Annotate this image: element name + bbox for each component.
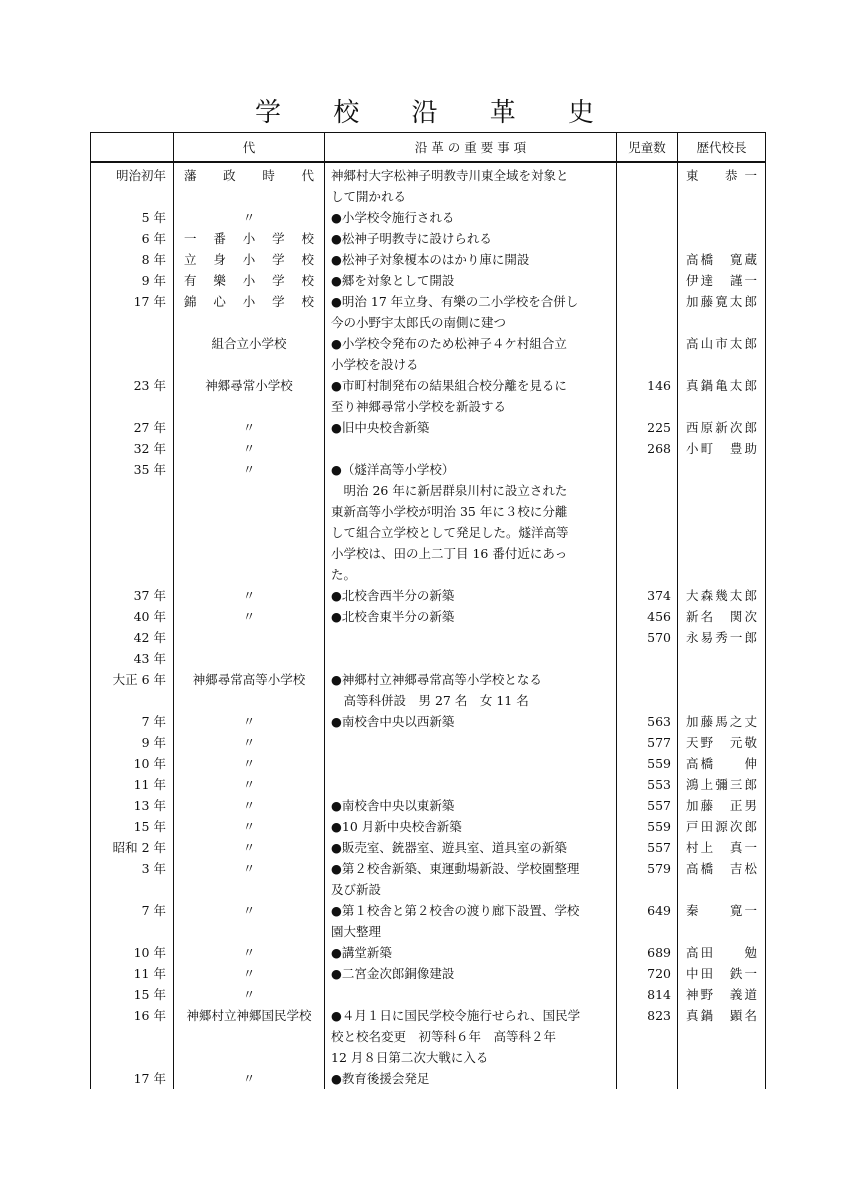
row-principal: 加藤寛太郎 [678,291,766,333]
row-principal: 加藤 正男 [678,795,766,816]
event-line: 高等科併設 男 27 名 女 11 名 [331,693,529,708]
row-school [174,627,325,648]
event-line: ●販売室、銃器室、遊具室、道具室の新築 [331,840,567,855]
row-era: 16 年 [91,1005,174,1068]
row-pupils [617,207,678,228]
table-row [91,669,766,711]
row-events [325,162,617,207]
row-era: 15 年 [91,984,174,1005]
table-row [91,858,766,900]
event-line: 至り神郷尋常小学校を新設する [331,399,507,414]
event-line: ●小学校令施行される [331,210,455,225]
row-era: 7 年 [91,900,174,942]
row-school: 〃 [174,585,325,606]
header-principals: 歴代校長 [678,133,766,163]
row-principal: 高橋 吉松 [678,858,766,900]
row-pupils: 268 [617,438,678,459]
row-events [325,417,617,438]
row-school: 一番小学校 [174,228,325,249]
row-era: 9 年 [91,732,174,753]
header-era [91,133,174,163]
row-events [325,459,617,585]
event-line: た。 [331,567,357,582]
row-era: 23 年 [91,375,174,417]
row-pupils: 579 [617,858,678,900]
table-row [91,291,766,333]
row-era: 大正 6 年 [91,669,174,711]
table-row [91,795,766,816]
event-line: ●第２校舎新築、東運動場新設、学校園整理 [331,861,580,876]
row-school: 有樂小学校 [174,270,325,291]
row-principal [678,228,766,249]
event-line: ●旧中央校舎新築 [331,420,430,435]
row-era: 32 年 [91,438,174,459]
table-row [91,816,766,837]
event-line: 神郷村大字松神子明教寺川東全域を対象と [331,168,569,183]
row-events [325,753,617,774]
row-pupils: 456 [617,606,678,627]
row-school: 〃 [174,837,325,858]
table-row [91,375,766,417]
row-era: 13 年 [91,795,174,816]
event-line: 小学校を設ける [331,357,419,372]
table-row [91,162,766,207]
row-events [325,669,617,711]
table-row [91,732,766,753]
table-row [91,1068,766,1089]
row-era: 17 年 [91,291,174,333]
row-principal: 東 恭一 [678,162,766,207]
row-principal: 真鍋亀太郎 [678,375,766,417]
row-school: 神郷尋常高等小学校 [174,669,325,711]
row-era: 昭和 2 年 [91,837,174,858]
row-events [325,585,617,606]
table-row [91,648,766,669]
event-line: ●北校舎西半分の新築 [331,588,455,603]
table-row [91,942,766,963]
row-events [325,858,617,900]
table-row [91,711,766,732]
row-pupils: 720 [617,963,678,984]
row-principal [678,669,766,711]
event-line: ●小学校令発布のため松神子４ケ村組合立 [331,336,567,351]
row-era: 15 年 [91,816,174,837]
row-era: 37 年 [91,585,174,606]
row-events [325,1068,617,1089]
row-school: 〃 [174,732,325,753]
header-dai: 代 [174,133,325,163]
table-row [91,438,766,459]
row-pupils: 557 [617,837,678,858]
table-row [91,1005,766,1068]
table-row [91,774,766,795]
event-line: 12 月８日第二次大戦に入る [331,1050,489,1065]
row-events [325,795,617,816]
event-line: ●講堂新築 [331,945,392,960]
row-pupils [617,648,678,669]
header-events: 沿 革 の 重 要 事 項 [325,133,617,163]
row-events [325,774,617,795]
row-events [325,438,617,459]
row-pupils: 557 [617,795,678,816]
row-era: 9 年 [91,270,174,291]
row-pupils [617,228,678,249]
row-school: 〃 [174,795,325,816]
row-events [325,606,617,627]
event-line: ●（燧洋高等小学校） [331,462,455,477]
event-line: 園大整理 [331,924,382,939]
row-era: 明治初年 [91,162,174,207]
row-school: 〃 [174,774,325,795]
row-principal: 神野 義道 [678,984,766,1005]
row-school: 〃 [174,711,325,732]
row-era: 11 年 [91,774,174,795]
event-line: ●松神子対象榎本のはかり庫に開設 [331,252,530,267]
event-line: ●教育後援会発足 [331,1071,430,1086]
row-school: 〃 [174,459,325,585]
row-events [325,249,617,270]
event-line: 小学校は、田の上二丁目 16 番付近にあっ [331,546,568,561]
row-era: 3 年 [91,858,174,900]
row-pupils [617,333,678,375]
event-line: ●北校舎東半分の新築 [331,609,455,624]
event-line: ●市町村制発布の結果組合校分離を見るに [331,378,567,393]
row-school: 〃 [174,984,325,1005]
row-principal [678,459,766,585]
row-principal: 大森幾太郎 [678,585,766,606]
row-pupils [617,669,678,711]
row-events [325,375,617,417]
row-school: 〃 [174,753,325,774]
row-school: 神郷尋常小学校 [174,375,325,417]
row-school: 〃 [174,816,325,837]
row-era: 43 年 [91,648,174,669]
row-events [325,291,617,333]
row-era: 10 年 [91,753,174,774]
row-principal [678,1068,766,1089]
row-era: 10 年 [91,942,174,963]
event-line: ●南校舎中央以西新築 [331,714,455,729]
row-pupils: 570 [617,627,678,648]
row-pupils: 577 [617,732,678,753]
row-pupils: 814 [617,984,678,1005]
row-pupils: 146 [617,375,678,417]
row-era: 27 年 [91,417,174,438]
row-principal: 高山市太郎 [678,333,766,375]
table-row [91,585,766,606]
event-line: 明治 26 年に新居群泉川村に設立された [331,483,568,498]
row-principal [678,207,766,228]
row-principal: 高田 勉 [678,942,766,963]
row-school: 〃 [174,900,325,942]
row-pupils [617,459,678,585]
row-events [325,732,617,753]
event-line: ●神郷村立神郷尋常高等小学校となる [331,672,542,687]
row-era: 42 年 [91,627,174,648]
page-title: 学 校 沿 革 史 [254,98,617,128]
table-row [91,228,766,249]
table-row [91,963,766,984]
table-row [91,417,766,438]
table-row [91,984,766,1005]
row-era: 8 年 [91,249,174,270]
row-principal: 西原新次郎 [678,417,766,438]
event-line: ●10 月新中央校舎新築 [331,819,462,834]
row-era: 7 年 [91,711,174,732]
event-line: ●松神子明教寺に設けられる [331,231,492,246]
event-line: 及び新設 [331,882,382,897]
event-line: ●郷を対象として開設 [331,273,455,288]
row-school: 〃 [174,417,325,438]
row-era: 35 年 [91,459,174,585]
row-principal: 村上 真一 [678,837,766,858]
row-school: 〃 [174,942,325,963]
event-line: ●第１校舎と第２校舎の渡り廊下設置、学校 [331,903,580,918]
table-row [91,606,766,627]
table-row [91,837,766,858]
table-row [91,459,766,585]
row-events [325,711,617,732]
row-pupils [617,1068,678,1089]
row-events [325,942,617,963]
row-school: 〃 [174,1068,325,1089]
row-pupils: 559 [617,816,678,837]
row-principal: 小町 豊助 [678,438,766,459]
row-pupils: 225 [617,417,678,438]
row-events [325,963,617,984]
row-principal: 永易秀一郎 [678,627,766,648]
row-principal: 加藤馬之丈 [678,711,766,732]
row-school: 〃 [174,207,325,228]
row-pupils: 553 [617,774,678,795]
table-header-row [91,133,766,163]
row-principal: 真鍋 顕名 [678,1005,766,1068]
row-era: 17 年 [91,1068,174,1089]
row-era: 6 年 [91,228,174,249]
table-row [91,270,766,291]
row-events [325,270,617,291]
row-principal: 高橋 寛蔵 [678,249,766,270]
event-line: ●４月１日に国民学校令施行せられ、国民学 [331,1008,581,1023]
row-events [325,627,617,648]
row-principal: 新名 関次 [678,606,766,627]
event-line: ●明治 17 年立身、有樂の二小学校を合併し [331,294,579,309]
row-era: 40 年 [91,606,174,627]
header-pupils: 児童数 [617,133,678,163]
row-events [325,900,617,942]
row-era [91,333,174,375]
table-row [91,207,766,228]
row-era: 11 年 [91,963,174,984]
row-principal: 中田 鉄一 [678,963,766,984]
row-principal: 高橋 伸 [678,753,766,774]
table-row [91,627,766,648]
row-pupils: 374 [617,585,678,606]
row-events [325,207,617,228]
event-line: ●南校舎中央以東新築 [331,798,455,813]
row-events [325,816,617,837]
event-line: して組合立学校として発足した。燧洋高等 [331,525,569,540]
table-body [91,162,766,1089]
event-line: 校と校名変更 初等科６年 高等科２年 [331,1029,557,1044]
event-line: 東新高等小学校が明治 35 年に３校に分離 [331,504,568,519]
row-pupils: 559 [617,753,678,774]
row-school: 錦心小学校 [174,291,325,333]
row-school: 〃 [174,963,325,984]
table-row [91,900,766,942]
row-events [325,333,617,375]
row-principal [678,648,766,669]
row-school: 組合立小学校 [174,333,325,375]
row-pupils [617,162,678,207]
row-pupils: 563 [617,711,678,732]
row-pupils [617,291,678,333]
table-row [91,249,766,270]
row-principal: 鴻上彌三郎 [678,774,766,795]
history-table [90,132,766,1089]
row-events [325,984,617,1005]
row-events [325,648,617,669]
row-school: 立身小学校 [174,249,325,270]
row-principal: 戸田源次郎 [678,816,766,837]
row-events [325,228,617,249]
event-line: して開かれる [331,189,407,204]
row-principal: 伊達 謹一 [678,270,766,291]
row-pupils: 649 [617,900,678,942]
row-pupils [617,249,678,270]
row-pupils [617,270,678,291]
row-school: 〃 [174,438,325,459]
row-pupils: 689 [617,942,678,963]
row-school: 〃 [174,858,325,900]
row-era: 5 年 [91,207,174,228]
table-row [91,333,766,375]
row-school: 〃 [174,606,325,627]
row-school [174,648,325,669]
row-pupils: 823 [617,1005,678,1068]
row-school: 神郷村立神郷国民学校 [174,1005,325,1068]
row-principal: 秦 寛一 [678,900,766,942]
event-line: 今の小野宇太郎氏の南側に建つ [331,315,507,330]
row-school: 藩政時代 [174,162,325,207]
table-row [91,753,766,774]
row-events [325,837,617,858]
event-line: ●二宮金次郎銅像建設 [331,966,455,981]
row-principal: 天野 元敬 [678,732,766,753]
row-events [325,1005,617,1068]
